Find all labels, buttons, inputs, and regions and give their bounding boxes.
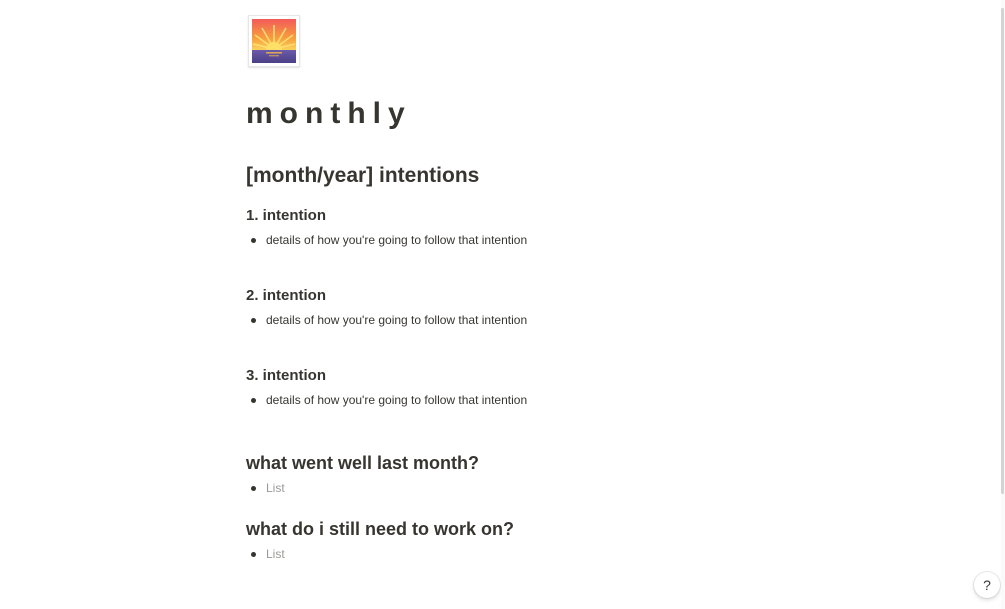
bullet-icon <box>251 486 256 491</box>
list-item[interactable] <box>251 231 527 249</box>
work-on-list-placeholder[interactable]: List <box>266 547 285 561</box>
bullet-icon <box>251 552 256 557</box>
sunrise-icon[interactable] <box>248 15 300 67</box>
went-well-list-placeholder[interactable]: List <box>266 481 285 495</box>
intention-2-detail[interactable]: details of how you're going to follow that intention <box>266 313 528 327</box>
intentions-heading[interactable]: [month/year] intentions <box>246 164 480 187</box>
help-button[interactable] <box>974 572 1000 598</box>
list-item[interactable] <box>251 545 285 563</box>
list-item[interactable] <box>251 391 527 409</box>
list-item[interactable] <box>251 479 285 497</box>
went-well-heading[interactable]: what went well last month? <box>246 453 480 473</box>
bullet-icon <box>251 398 256 403</box>
help-icon: ? <box>983 577 991 593</box>
bullet-icon <box>251 238 256 243</box>
intention-2-heading[interactable]: 2. intention <box>246 287 326 304</box>
bullet-icon <box>251 318 256 323</box>
page-title[interactable]: monthly <box>246 97 412 130</box>
intention-1-detail[interactable]: details of how you're going to follow that intention <box>266 233 528 247</box>
intention-3-detail[interactable]: details of how you're going to follow that intention <box>266 393 528 407</box>
intention-3-heading[interactable]: 3. intention <box>246 367 326 384</box>
intention-1-heading[interactable]: 1. intention <box>246 207 326 224</box>
list-item[interactable] <box>251 311 527 329</box>
work-on-heading[interactable]: what do i still need to work on? <box>246 519 515 539</box>
scrollbar-thumb[interactable] <box>1001 8 1004 494</box>
